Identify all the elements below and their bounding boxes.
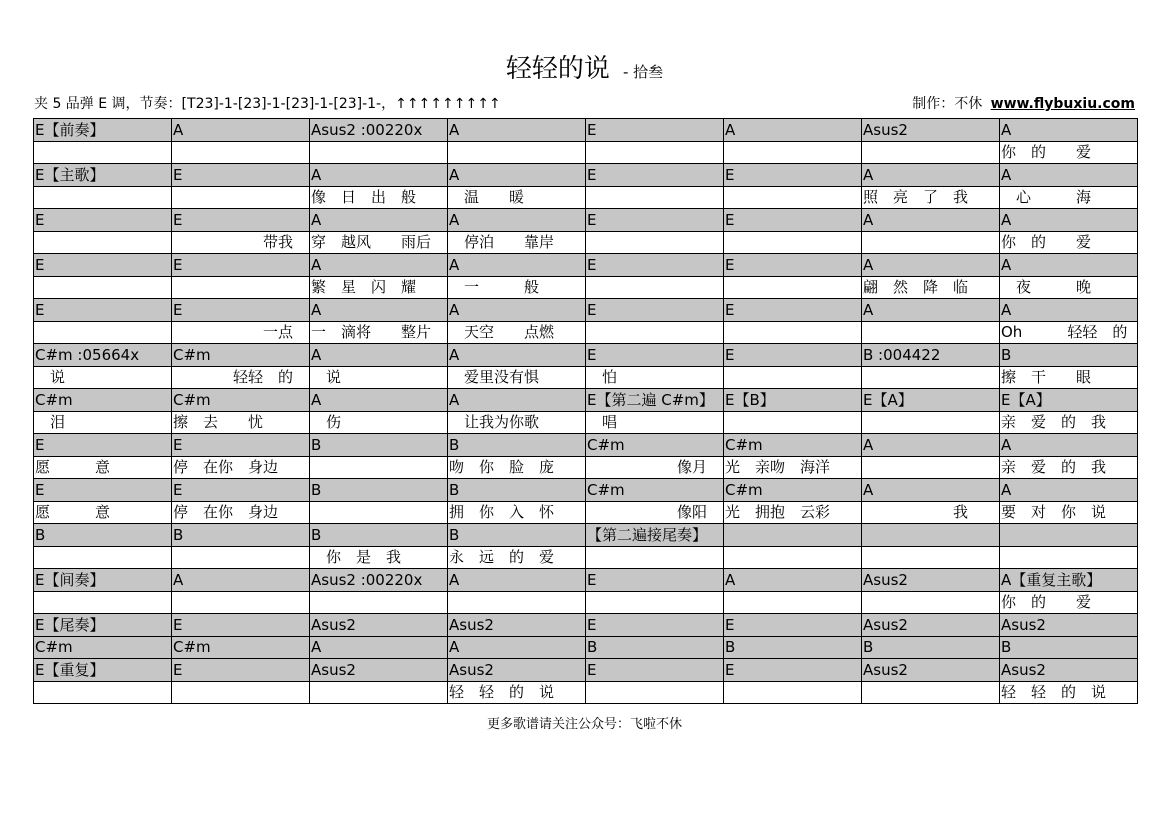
chord-cell: A【重复主歌】 <box>1000 569 1138 592</box>
chord-cell: A <box>1000 254 1138 277</box>
lyric-cell <box>172 546 310 569</box>
chord-cell: A <box>862 164 1000 187</box>
chord-cell: E <box>172 659 310 682</box>
chord-row <box>34 344 1138 367</box>
chord-cell: E <box>34 254 172 277</box>
chord-cell: 【第二遍接尾奏】 <box>586 524 724 547</box>
chord-cell: Asus2 <box>1000 614 1138 637</box>
chord-cell: Asus2 <box>862 119 1000 142</box>
chord-cell: C#m <box>172 344 310 367</box>
lyric-row <box>34 276 1138 299</box>
chord-cell: Asus2 <box>862 659 1000 682</box>
lyric-cell <box>724 231 862 254</box>
chord-cell: A <box>310 344 448 367</box>
lyric-row <box>34 456 1138 479</box>
chord-cell: Asus2 <box>310 659 448 682</box>
chord-cell: A <box>1000 479 1138 502</box>
lyric-cell <box>586 321 724 344</box>
lyric-cell <box>34 681 172 704</box>
lyric-cell <box>172 141 310 164</box>
chord-cell: Asus2 <box>862 569 1000 592</box>
chord-cell: A <box>310 164 448 187</box>
lyric-row <box>34 681 1138 704</box>
chord-cell: C#m <box>172 389 310 412</box>
lyric-cell: 永 远 的 爱 <box>448 546 586 569</box>
chord-row <box>34 164 1138 187</box>
lyric-cell <box>724 681 862 704</box>
lyric-cell: 亲 爱 的 我 <box>1000 456 1138 479</box>
footer-note: 更多歌谱请关注公众号：飞啦不休 <box>486 717 682 732</box>
chord-cell <box>1000 524 1138 547</box>
lyric-cell <box>586 231 724 254</box>
lyric-cell <box>862 456 1000 479</box>
chord-cell: B :004422 <box>862 344 1000 367</box>
chord-cell: B <box>310 434 448 457</box>
lyric-cell: 天空 点燃 <box>448 321 586 344</box>
lyric-cell <box>586 591 724 614</box>
lyric-cell <box>862 681 1000 704</box>
lyric-cell: 一 般 <box>448 276 586 299</box>
lyric-cell <box>34 591 172 614</box>
chord-cell: A <box>448 254 586 277</box>
chord-cell: C#m <box>34 389 172 412</box>
chord-cell: E <box>172 254 310 277</box>
chord-row <box>34 434 1138 457</box>
chord-cell: A <box>172 119 310 142</box>
lyric-cell: 一点 <box>172 321 310 344</box>
lyric-cell: 你 的 爱 <box>1000 231 1138 254</box>
lyric-cell <box>724 186 862 209</box>
lyric-cell: 像阳 <box>586 501 724 524</box>
chord-cell: Asus2 <box>310 614 448 637</box>
lyric-cell: 像 日 出 般 <box>310 186 448 209</box>
lyric-cell <box>724 591 862 614</box>
chord-cell: B <box>448 434 586 457</box>
chord-cell: A <box>724 569 862 592</box>
chord-cell: B <box>310 479 448 502</box>
lyric-cell <box>448 591 586 614</box>
credit-site-link[interactable]: www.flybuxiu.com <box>990 96 1135 112</box>
chord-cell: Asus2 <box>448 614 586 637</box>
lyric-cell <box>724 141 862 164</box>
lyric-cell <box>172 186 310 209</box>
chord-cell: Asus2 <box>862 614 1000 637</box>
lyric-cell <box>862 411 1000 434</box>
chord-row <box>34 636 1138 659</box>
chord-cell: A <box>448 119 586 142</box>
chord-row <box>34 254 1138 277</box>
chord-cell: E <box>724 614 862 637</box>
lyric-cell <box>448 141 586 164</box>
chord-cell: E <box>586 614 724 637</box>
chord-cell: C#m :05664x <box>34 344 172 367</box>
chord-cell: Asus2 <box>1000 659 1138 682</box>
lyric-row <box>34 366 1138 389</box>
chord-cell: E <box>34 299 172 322</box>
lyric-cell: 停泊 靠岸 <box>448 231 586 254</box>
lyric-cell: 夜 晚 <box>1000 276 1138 299</box>
lyric-cell: 心 海 <box>1000 186 1138 209</box>
chord-cell: E <box>586 299 724 322</box>
chord-row <box>34 299 1138 322</box>
lyric-cell <box>724 411 862 434</box>
lyric-row <box>34 501 1138 524</box>
lyric-cell <box>586 681 724 704</box>
lyric-cell: 要 对 你 说 <box>1000 501 1138 524</box>
chord-row <box>34 119 1138 142</box>
lyric-cell: 光 拥抱 云彩 <box>724 501 862 524</box>
chord-cell: E【尾奏】 <box>34 614 172 637</box>
lyric-row <box>34 186 1138 209</box>
chord-cell: E <box>172 209 310 232</box>
lyric-cell: 擦 干 眼 <box>1000 366 1138 389</box>
chord-cell: A <box>448 389 586 412</box>
chord-cell: E【A】 <box>1000 389 1138 412</box>
chord-cell: E【间奏】 <box>34 569 172 592</box>
lyric-cell: 光 亲吻 海洋 <box>724 456 862 479</box>
lyric-cell: 一 滴将 整片 <box>310 321 448 344</box>
chord-cell: C#m <box>586 479 724 502</box>
lyric-cell: 你 的 爱 <box>1000 591 1138 614</box>
chord-cell: C#m <box>724 479 862 502</box>
chord-cell: A <box>310 209 448 232</box>
lyric-cell <box>862 591 1000 614</box>
chord-row <box>34 614 1138 637</box>
chord-cell: Asus2 :00220x <box>310 569 448 592</box>
chord-cell: E <box>724 344 862 367</box>
lyric-cell <box>310 141 448 164</box>
chord-cell: B <box>1000 636 1138 659</box>
chord-row <box>34 569 1138 592</box>
chord-cell: E <box>172 479 310 502</box>
lyric-cell <box>586 186 724 209</box>
lyric-cell: 轻轻 的 <box>172 366 310 389</box>
lyric-cell <box>724 276 862 299</box>
chord-cell <box>724 524 862 547</box>
chord-row <box>34 389 1138 412</box>
chord-cell: E <box>724 299 862 322</box>
chord-cell: A <box>1000 164 1138 187</box>
lyric-row <box>34 546 1138 569</box>
chord-cell: E <box>586 254 724 277</box>
lyric-cell <box>34 276 172 299</box>
credit <box>912 93 1135 113</box>
chord-cell: A <box>310 299 448 322</box>
lyric-cell <box>310 591 448 614</box>
chord-cell: E【A】 <box>862 389 1000 412</box>
lyric-cell: 爱里没有惧 <box>448 366 586 389</box>
lyric-cell <box>34 546 172 569</box>
chord-cell: A <box>1000 209 1138 232</box>
credit-label: 制作：不休 <box>912 96 983 112</box>
chord-cell: E <box>586 119 724 142</box>
chord-cell: A <box>310 254 448 277</box>
lyric-cell: 穿 越风 雨后 <box>310 231 448 254</box>
chord-cell: A <box>448 569 586 592</box>
chord-row <box>34 524 1138 547</box>
chord-cell: A <box>448 164 586 187</box>
lyric-row <box>34 591 1138 614</box>
lyric-cell: 温 暖 <box>448 186 586 209</box>
lyric-cell: 吻 你 脸 庞 <box>448 456 586 479</box>
lyric-cell: 伤 <box>310 411 448 434</box>
chord-cell: B <box>1000 344 1138 367</box>
lyric-cell <box>724 366 862 389</box>
lyric-row <box>34 321 1138 344</box>
lyric-cell: 我 <box>862 501 1000 524</box>
lyric-cell: 轻 轻 的 说 <box>1000 681 1138 704</box>
chord-cell: E <box>586 344 724 367</box>
chord-cell: A <box>448 209 586 232</box>
chord-cell: E <box>586 569 724 592</box>
chord-cell: A <box>862 434 1000 457</box>
lyric-cell <box>862 141 1000 164</box>
chord-cell: B <box>310 524 448 547</box>
lyric-cell: 停 在你 身边 <box>172 456 310 479</box>
lyric-cell <box>1000 546 1138 569</box>
lyric-cell: 翩 然 降 临 <box>862 276 1000 299</box>
chord-cell: B <box>724 636 862 659</box>
lyric-cell <box>34 321 172 344</box>
title-block <box>0 48 1169 85</box>
lyric-cell <box>34 231 172 254</box>
song-artist: - 拾叁 <box>622 63 664 81</box>
lyric-cell: 照 亮 了 我 <box>862 186 1000 209</box>
chord-cell: A <box>172 569 310 592</box>
lyric-cell <box>862 546 1000 569</box>
chord-cell: B <box>862 636 1000 659</box>
lyric-cell: 愿 意 <box>34 456 172 479</box>
lyric-row <box>34 141 1138 164</box>
lyric-cell: 你 是 我 <box>310 546 448 569</box>
lyric-cell: 说 <box>34 366 172 389</box>
chord-cell: A <box>448 299 586 322</box>
chord-cell: E【B】 <box>724 389 862 412</box>
chord-cell: C#m <box>586 434 724 457</box>
chord-cell: E【第二遍 C#m】 <box>586 389 724 412</box>
chord-cell: E <box>172 614 310 637</box>
chord-cell: A <box>862 479 1000 502</box>
lyric-cell: 你 的 爱 <box>1000 141 1138 164</box>
lyric-cell: 像月 <box>586 456 724 479</box>
chord-cell: A <box>862 299 1000 322</box>
chord-cell: A <box>448 344 586 367</box>
chord-cell: E <box>172 434 310 457</box>
chord-row <box>34 659 1138 682</box>
chord-cell: E <box>586 164 724 187</box>
lyric-row <box>34 231 1138 254</box>
lyric-cell <box>586 141 724 164</box>
chord-cell: E <box>586 659 724 682</box>
chord-cell: Asus2 :00220x <box>310 119 448 142</box>
chord-cell: B <box>34 524 172 547</box>
chord-cell: C#m <box>34 636 172 659</box>
capo-rhythm-info: 夹 5 品弹 E 调，节奏：[T23]-1-[23]-1-[23]-1-[23]-1-，↑↑↑↑↑↑↑↑↑ <box>34 96 501 112</box>
lyric-cell: 怕 <box>586 366 724 389</box>
lyric-cell: 说 <box>310 366 448 389</box>
lyric-cell <box>34 186 172 209</box>
lyric-row <box>34 411 1138 434</box>
chord-row <box>34 209 1138 232</box>
chord-cell: A <box>1000 434 1138 457</box>
lyric-cell: 轻 轻 的 说 <box>448 681 586 704</box>
chord-cell: E <box>724 164 862 187</box>
chord-cell: E【前奏】 <box>34 119 172 142</box>
lyric-cell <box>862 231 1000 254</box>
lyric-cell <box>724 321 862 344</box>
chord-cell: E <box>724 254 862 277</box>
chord-cell: E【主歌】 <box>34 164 172 187</box>
lyric-cell: 带我 <box>172 231 310 254</box>
chord-cell <box>862 524 1000 547</box>
lyric-cell <box>724 546 862 569</box>
chord-cell: A <box>448 636 586 659</box>
chord-cell: E <box>724 659 862 682</box>
chord-cell: E <box>34 434 172 457</box>
chord-cell: A <box>310 389 448 412</box>
lyric-cell <box>310 681 448 704</box>
chord-row <box>34 479 1138 502</box>
lyric-cell: 让我为你歌 <box>448 411 586 434</box>
chord-cell: A <box>1000 299 1138 322</box>
chord-sheet-table <box>33 118 1138 704</box>
chord-cell: B <box>586 636 724 659</box>
lyric-cell <box>586 546 724 569</box>
lyric-cell <box>172 276 310 299</box>
chord-cell: A <box>724 119 862 142</box>
lyric-cell: 亲 爱 的 我 <box>1000 411 1138 434</box>
lyric-cell: 繁 星 闪 耀 <box>310 276 448 299</box>
chord-cell: C#m <box>724 434 862 457</box>
chord-cell: E <box>34 209 172 232</box>
chord-cell: B <box>448 524 586 547</box>
lyric-cell: 泪 <box>34 411 172 434</box>
chord-cell: A <box>1000 119 1138 142</box>
chord-cell: A <box>310 636 448 659</box>
lyric-cell: 停 在你 身边 <box>172 501 310 524</box>
lyric-cell <box>310 456 448 479</box>
chord-cell: E <box>172 164 310 187</box>
chord-cell: A <box>862 254 1000 277</box>
chord-cell: E <box>172 299 310 322</box>
lyric-cell <box>586 276 724 299</box>
chord-cell: B <box>448 479 586 502</box>
lyric-cell: 愿 意 <box>34 501 172 524</box>
lyric-cell: 擦 去 忧 <box>172 411 310 434</box>
chord-cell: E <box>34 479 172 502</box>
chord-cell: Asus2 <box>448 659 586 682</box>
lyric-cell <box>172 591 310 614</box>
lyric-cell <box>310 501 448 524</box>
lyric-cell <box>862 366 1000 389</box>
chord-cell: C#m <box>172 636 310 659</box>
song-title: 轻轻的说 <box>505 54 610 84</box>
lyric-cell <box>172 681 310 704</box>
lyric-cell: 唱 <box>586 411 724 434</box>
lyric-cell: 拥 你 入 怀 <box>448 501 586 524</box>
chord-cell: A <box>862 209 1000 232</box>
lyric-cell <box>862 321 1000 344</box>
chord-cell: E【重复】 <box>34 659 172 682</box>
lyric-cell: Oh 轻轻 的 <box>1000 321 1138 344</box>
chord-cell: B <box>172 524 310 547</box>
chord-cell: E <box>724 209 862 232</box>
lyric-cell <box>34 141 172 164</box>
chord-cell: E <box>586 209 724 232</box>
